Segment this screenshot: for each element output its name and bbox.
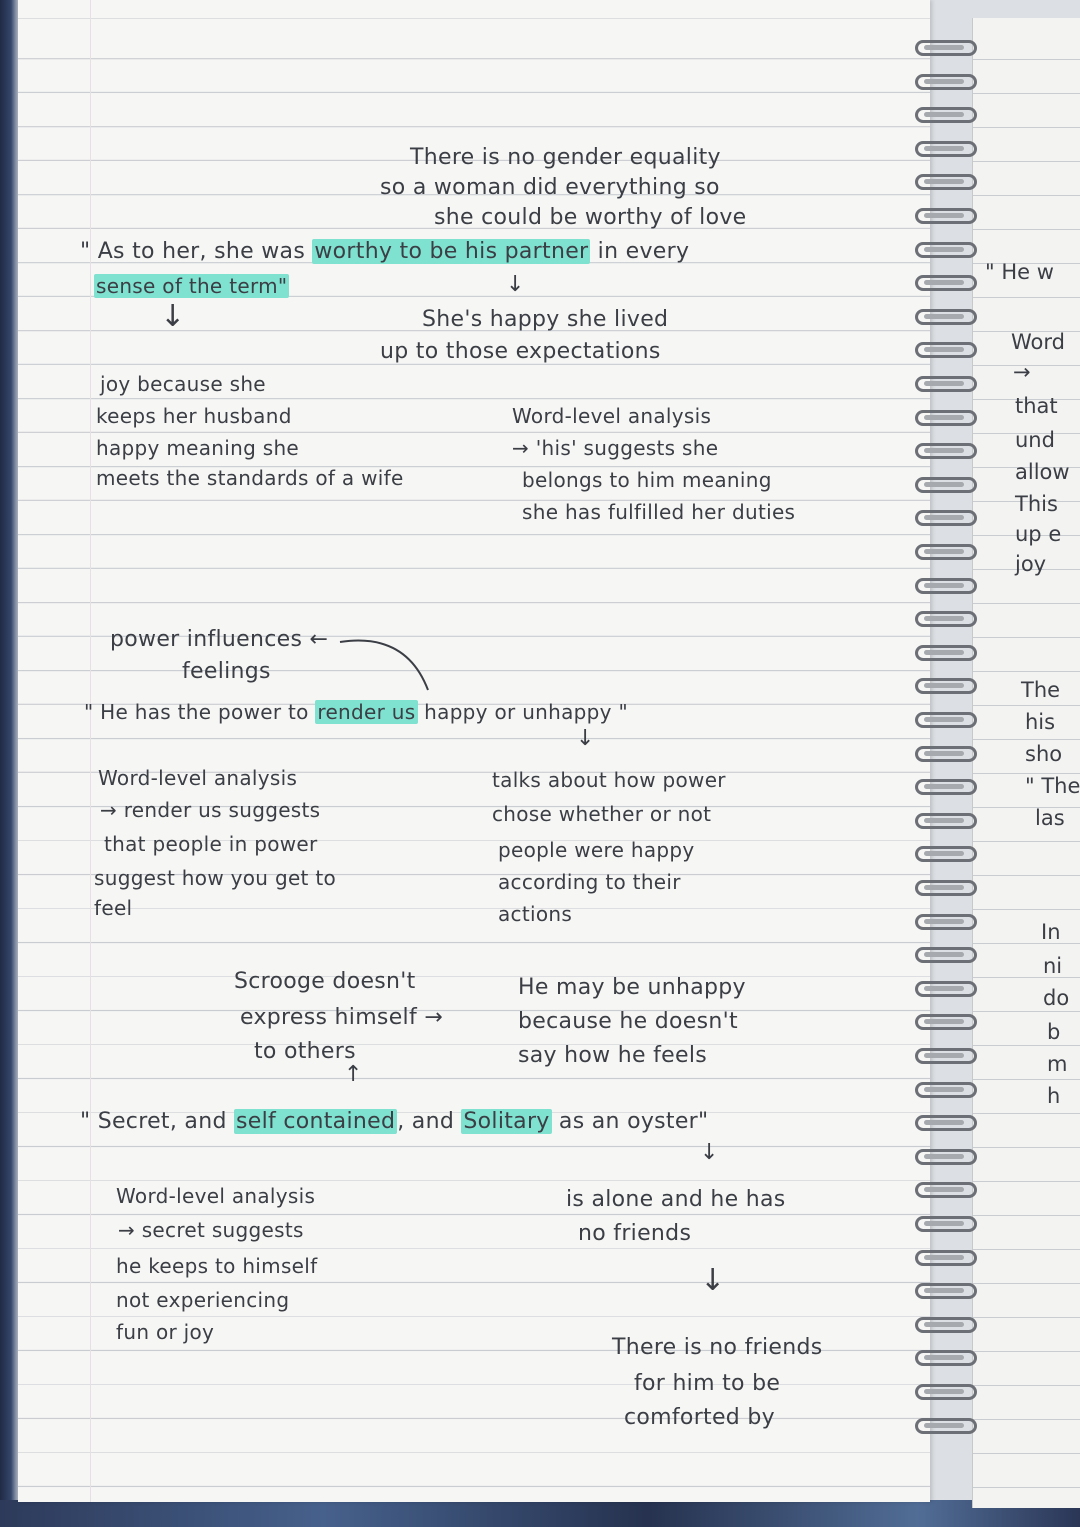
spiral-ring [915, 275, 977, 291]
quote-worthy-partner-cont [94, 272, 289, 300]
gender-equality-note: so a woman did everything so [380, 175, 720, 200]
quote-render-us [84, 698, 628, 726]
spiral-ring [915, 1350, 977, 1366]
spiral-ring [915, 544, 977, 560]
highlight: render us [317, 700, 416, 724]
word-level-analysis: Word-level analysis [116, 1184, 316, 1208]
spiral-ring [915, 107, 977, 123]
scrooge-note: to others [254, 1039, 356, 1064]
quote-text: , and [397, 1109, 462, 1134]
highlight: self contained [236, 1109, 396, 1134]
p2-line: und [1015, 428, 1055, 452]
spiral-ring [915, 947, 977, 963]
quote-text: " As to her, she was [80, 239, 313, 264]
p2-line: joy [1015, 552, 1047, 576]
quote-text: " Secret, and [80, 1109, 234, 1134]
no-friends-note: for him to be [634, 1371, 781, 1396]
p2-line: up e [1015, 522, 1062, 546]
quote-text: as an oyster" [551, 1109, 709, 1134]
p2-line: that [1015, 394, 1058, 418]
unhappy-note: He may be unhappy [518, 975, 746, 1000]
gender-equality-note: she could be worthy of love [434, 205, 747, 230]
power-note: feelings [182, 659, 271, 684]
alone-note: is alone and he has [566, 1187, 786, 1212]
power-talk-note: talks about how power [492, 768, 726, 792]
highlight: worthy to be his partner [314, 239, 589, 264]
p2-line: Word [1011, 330, 1065, 354]
p2-line: sho [1025, 742, 1063, 766]
spiral-ring [915, 376, 977, 392]
power-note: power influences ← [110, 627, 329, 652]
spiral-ring [915, 981, 977, 997]
spiral-ring [915, 746, 977, 762]
gender-equality-note: There is no gender equality [410, 145, 721, 170]
alone-note: no friends [578, 1221, 692, 1246]
spiral-ring [915, 443, 977, 459]
p2-line: → [1013, 360, 1031, 384]
power-talk-note: people were happy [498, 838, 695, 862]
word-level-analysis: that people in power [104, 832, 318, 856]
joy-note: happy meaning she [96, 436, 300, 460]
quote-text: in every [590, 239, 690, 264]
spiral-ring [915, 712, 977, 728]
word-level-analysis: not experiencing [116, 1288, 290, 1312]
spiral-ring [915, 1149, 977, 1165]
quote-text: happy or unhappy " [417, 700, 628, 724]
unhappy-note: say how he feels [518, 1043, 708, 1068]
spiral-ring [915, 1283, 977, 1299]
down-arrow-icon: ↓ [700, 1140, 719, 1165]
spiral-ring [915, 477, 977, 493]
spiral-ring [915, 410, 977, 426]
word-level-analysis: suggest how you get to [94, 866, 337, 890]
p2-line: las [1035, 806, 1065, 830]
spiral-ring [915, 611, 977, 627]
p2-line: his [1025, 710, 1056, 734]
spiral-ring [915, 74, 977, 90]
word-level-analysis: he keeps to himself [116, 1254, 318, 1278]
spiral-ring [915, 1115, 977, 1131]
spiral-ring [915, 141, 977, 157]
spiral-ring [915, 1384, 977, 1400]
spiral-ring [915, 813, 977, 829]
no-friends-note: comforted by [624, 1405, 775, 1430]
word-level-analysis: fun or joy [116, 1320, 215, 1344]
joy-note: joy because she [100, 372, 266, 396]
p2-line: h [1047, 1084, 1061, 1108]
spiral-ring [915, 309, 977, 325]
word-level-analysis: → render us suggests [100, 798, 321, 822]
highlight: Solitary [463, 1109, 550, 1134]
joy-note: keeps her husband [96, 404, 292, 428]
p2-line: do [1043, 986, 1070, 1010]
spiral-ring [915, 645, 977, 661]
quote-worthy-partner [80, 238, 689, 266]
word-level-analysis: she has fulfilled her duties [522, 500, 796, 524]
spiral-ring [915, 342, 977, 358]
spiral-ring [915, 914, 977, 930]
p2-line: The [1021, 678, 1061, 702]
spiral-ring [915, 1182, 977, 1198]
spiral-ring [915, 242, 977, 258]
power-talk-note: according to their [498, 870, 681, 894]
word-level-analysis: belongs to him meaning [522, 468, 772, 492]
desk-backdrop-bottom [0, 1500, 1080, 1527]
up-arrow-icon: ↑ [344, 1062, 363, 1087]
spiral-ring [915, 510, 977, 526]
p2-line: " The [1025, 774, 1080, 798]
down-arrow-icon: ↓ [506, 272, 525, 297]
p2-line: b [1047, 1020, 1061, 1044]
quote-secret-oyster [80, 1108, 708, 1136]
word-level-analysis: Word-level analysis [512, 404, 712, 428]
spiral-ring [915, 1082, 977, 1098]
spiral-ring [915, 779, 977, 795]
spiral-ring [915, 40, 977, 56]
spiral-ring [915, 678, 977, 694]
spiral-binding [905, 40, 995, 1460]
word-level-analysis: → secret suggests [118, 1218, 304, 1242]
p2-line: In [1041, 920, 1061, 944]
down-arrow-icon: ↓ [576, 726, 595, 751]
spiral-ring [915, 1317, 977, 1333]
unhappy-note: because he doesn't [518, 1009, 738, 1034]
scrooge-note: express himself → [240, 1005, 444, 1030]
spiral-ring [915, 846, 977, 862]
margin-line [90, 0, 91, 1502]
spiral-ring [915, 1048, 977, 1064]
p2-line: " He w [985, 260, 1054, 284]
happy-note: up to those expectations [380, 339, 661, 364]
word-level-analysis: feel [94, 896, 133, 920]
no-friends-note: There is no friends [612, 1335, 823, 1360]
spiral-ring [915, 1418, 977, 1434]
p2-line: allow [1015, 460, 1070, 484]
highlight: sense of the term" [96, 274, 288, 298]
spiral-ring [915, 1014, 977, 1030]
notebook-page [18, 0, 930, 1502]
p2-line: m [1047, 1052, 1068, 1076]
p2-line: ni [1043, 954, 1063, 978]
scrooge-note: Scrooge doesn't [234, 969, 416, 994]
desk-backdrop-left [0, 0, 20, 1527]
spiral-ring [915, 208, 977, 224]
p2-line: This [1015, 492, 1058, 516]
down-arrow-icon: ↓ [700, 1263, 726, 1298]
quote-text: " He has the power to [84, 700, 316, 724]
spiral-ring [915, 880, 977, 896]
word-level-analysis: Word-level analysis [98, 766, 298, 790]
spiral-ring [915, 578, 977, 594]
happy-note: She's happy she lived [422, 307, 669, 332]
power-talk-note: chose whether or not [492, 802, 712, 826]
power-talk-note: actions [498, 902, 573, 926]
spiral-ring [915, 1250, 977, 1266]
word-level-analysis: → 'his' suggests she [512, 436, 719, 460]
joy-note: meets the standards of a wife [96, 466, 404, 490]
spiral-ring [915, 174, 977, 190]
curved-arrow-icon [336, 632, 436, 696]
spiral-ring [915, 1216, 977, 1232]
down-arrow-icon: ↓ [160, 299, 186, 334]
